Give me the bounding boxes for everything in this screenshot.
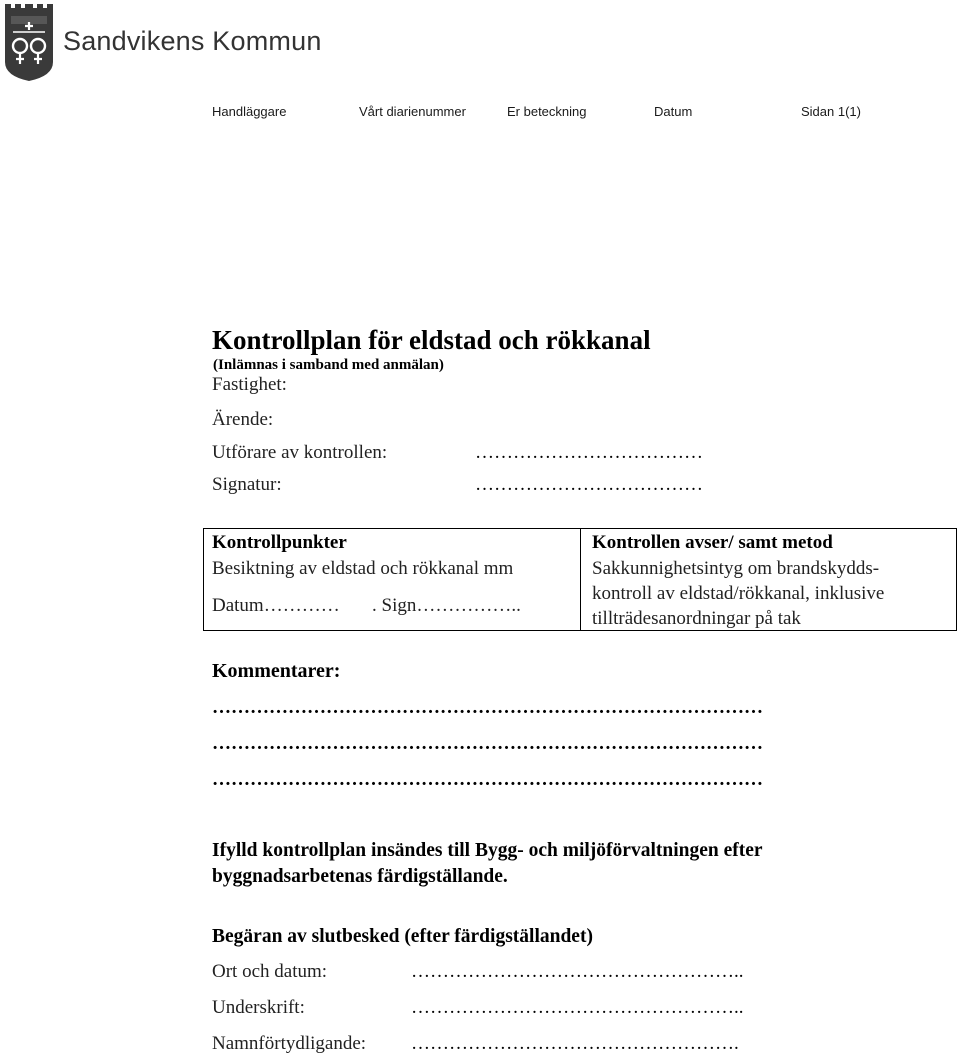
underskrift-field[interactable]: …………………………………………….. — [411, 997, 744, 1018]
comments-line-1[interactable]: …………………………………………………………………………… — [212, 697, 763, 718]
table-right-line1: Sakkunnighetsintyg om brandskydds- — [592, 558, 880, 579]
table-datum-field[interactable]: Datum………… — [212, 595, 340, 616]
header-handlaggare: Handläggare — [212, 104, 287, 119]
fastighet-label: Fastighet: — [212, 374, 287, 395]
notice-line-1: Ifylld kontrollplan insändes till Bygg- och miljöförvaltningen efter — [212, 840, 763, 861]
brand-name: Sandvikens Kommun — [63, 26, 322, 56]
signatur-field[interactable]: ……………………………… — [475, 474, 703, 495]
comments-label: Kommentarer: — [212, 660, 341, 682]
header-diarienummer: Vårt diarienummer — [359, 104, 466, 119]
table-left-line1: Besiktning av eldstad och rökkanal mm — [212, 558, 514, 579]
final-request-heading: Begäran av slutbesked (efter färdigställandet) — [212, 926, 593, 947]
table-left-header: Kontrollpunkter — [212, 532, 347, 553]
ort-label: Ort och datum: — [212, 961, 328, 982]
ort-field[interactable]: …………………………………………….. — [411, 961, 744, 982]
signatur-label: Signatur: — [212, 474, 282, 495]
header-datum: Datum — [654, 104, 693, 119]
comments-line-2[interactable]: …………………………………………………………………………… — [212, 733, 763, 754]
header-page-number: Sidan 1(1) — [801, 104, 861, 119]
document-title: Kontrollplan för eldstad och rökkanal — [212, 325, 651, 355]
table-right-header: Kontrollen avser/ samt metod — [592, 532, 833, 553]
utforare-label: Utförare av kontrollen: — [212, 442, 388, 463]
underskrift-label: Underskrift: — [212, 997, 305, 1018]
comments-line-3[interactable]: …………………………………………………………………………… — [212, 769, 763, 790]
header-beteckning: Er beteckning — [507, 104, 587, 119]
utforare-field[interactable]: ……………………………… — [475, 442, 703, 463]
namn-label: Namnförtydligande: — [212, 1033, 367, 1054]
namn-field[interactable]: ……………………………………………. — [411, 1033, 739, 1054]
arende-label: Ärende: — [212, 409, 274, 430]
table-right-line2: kontroll av eldstad/rökkanal, inklusive — [592, 583, 885, 604]
table-divider — [580, 528, 581, 631]
coat-of-arms-icon — [3, 2, 55, 82]
document-subtitle: (Inlämnas i samband med anmälan) — [213, 357, 444, 373]
table-sign-field[interactable]: . Sign…………….. — [372, 595, 521, 616]
notice-line-2: byggnadsarbetenas färdigställande. — [212, 866, 508, 887]
table-right-line3: tillträdesanordningar på tak — [592, 608, 801, 629]
